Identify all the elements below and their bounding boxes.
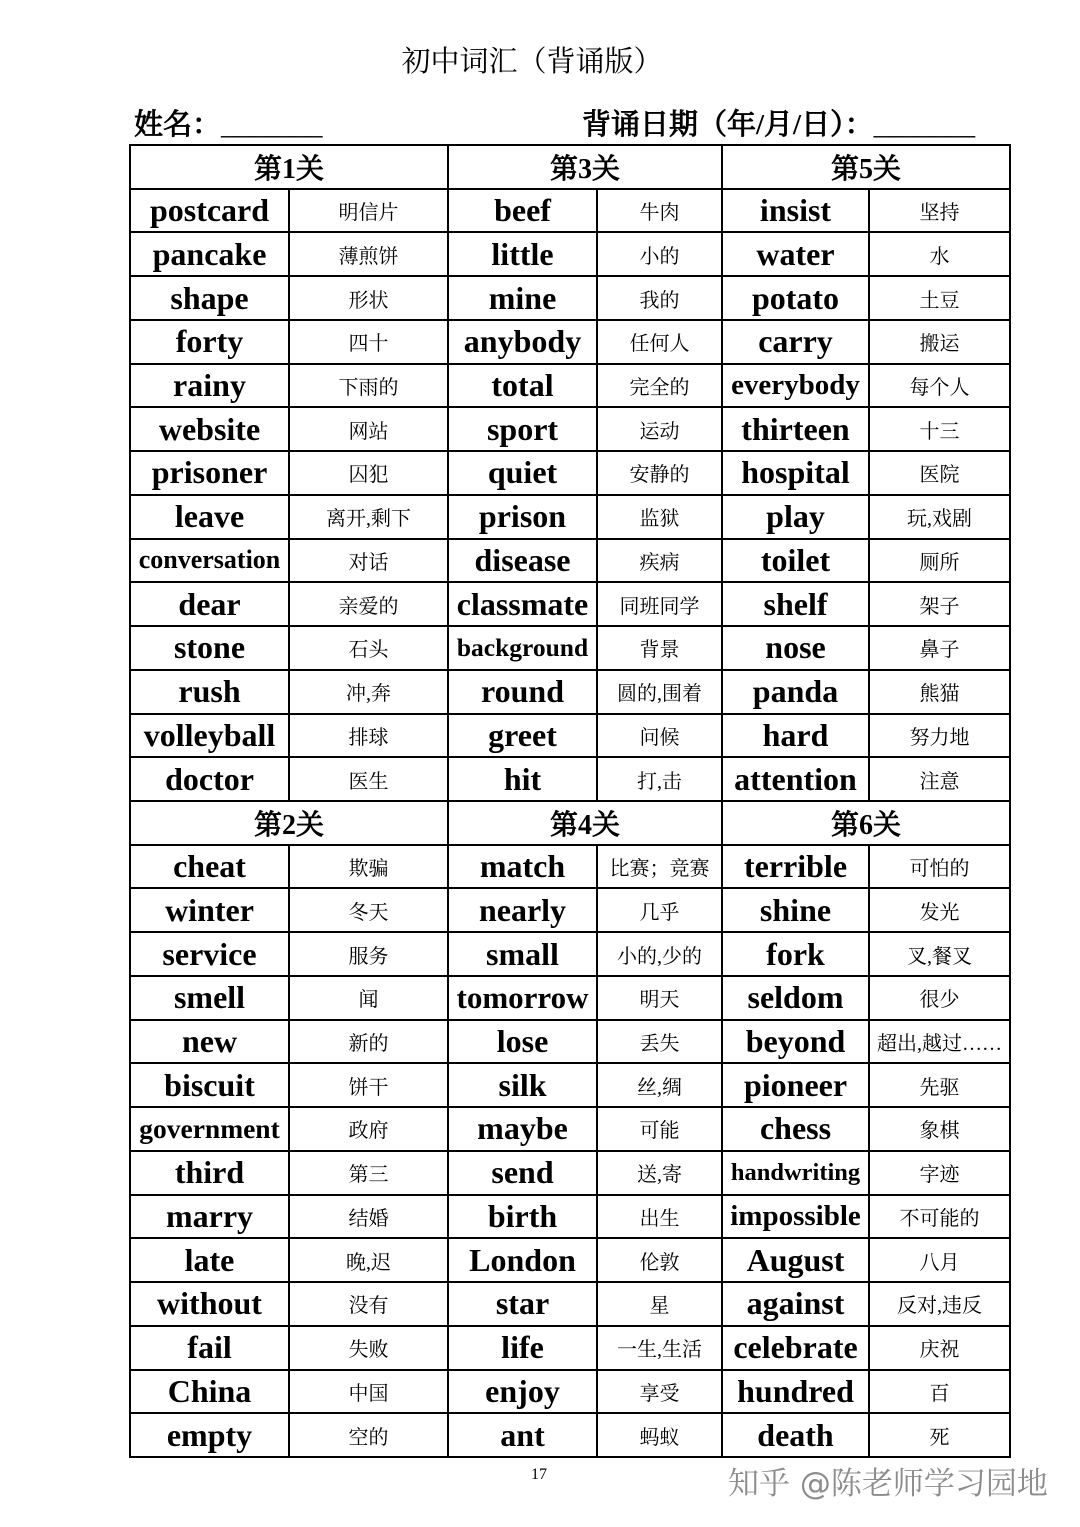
vocab-meaning: 形状 xyxy=(290,277,447,319)
vocab-meaning: 同班同学 xyxy=(598,583,721,625)
vocab-word: play xyxy=(723,496,868,538)
vocab-meaning: 几乎 xyxy=(598,889,721,931)
vocab-word: handwriting xyxy=(723,1152,868,1194)
vocab-meaning: 饼干 xyxy=(290,1064,447,1106)
vocab-meaning: 反对,违反 xyxy=(870,1283,1009,1325)
vocab-meaning: 每个人 xyxy=(870,365,1009,407)
vocab-meaning: 没有 xyxy=(290,1283,447,1325)
vocab-word: prisoner xyxy=(131,452,288,494)
vocab-word: empty xyxy=(131,1414,288,1456)
vocab-word: leave xyxy=(131,496,288,538)
vocab-word: celebrate xyxy=(723,1327,868,1369)
vocab-meaning: 背景 xyxy=(598,627,721,669)
vocab-word: new xyxy=(131,1021,288,1063)
vocab-meaning: 空的 xyxy=(290,1414,447,1456)
vocab-meaning: 监狱 xyxy=(598,496,721,538)
vocab-meaning: 闻 xyxy=(290,977,447,1019)
vocab-word: total xyxy=(449,365,596,407)
vocab-word: fork xyxy=(723,933,868,975)
name-field xyxy=(134,104,323,146)
vocab-meaning: 网站 xyxy=(290,408,447,450)
vocab-word: life xyxy=(449,1327,596,1369)
vocab-meaning: 比赛；竞赛 xyxy=(598,846,721,888)
vocab-meaning: 一生,生活 xyxy=(598,1327,721,1369)
vocab-word: round xyxy=(449,671,596,713)
vocab-word: hard xyxy=(723,715,868,757)
vocab-meaning: 对话 xyxy=(290,540,447,582)
vocab-word: beef xyxy=(449,190,596,232)
vocab-word: winter xyxy=(131,889,288,931)
vocab-meaning: 牛肉 xyxy=(598,190,721,232)
vocab-meaning: 可怕的 xyxy=(870,846,1009,888)
vocab-table xyxy=(129,144,1011,1458)
vocab-meaning: 离开,剩下 xyxy=(290,496,447,538)
vocab-meaning: 蚂蚁 xyxy=(598,1414,721,1456)
vocab-meaning: 八月 xyxy=(870,1239,1009,1281)
vocab-meaning: 星 xyxy=(598,1283,721,1325)
vocab-meaning: 小的 xyxy=(598,233,721,275)
vocab-meaning: 庆祝 xyxy=(870,1327,1009,1369)
page-number: 17 xyxy=(531,1466,547,1483)
page-title: 初中词汇（背诵版） xyxy=(401,46,663,78)
vocab-word: nearly xyxy=(449,889,596,931)
vocab-word: website xyxy=(131,408,288,450)
vocab-word: quiet xyxy=(449,452,596,494)
vocab-meaning: 出生 xyxy=(598,1196,721,1238)
vocab-word: death xyxy=(723,1414,868,1456)
vocab-meaning: 叉,餐叉 xyxy=(870,933,1009,975)
vocab-meaning: 亲爱的 xyxy=(290,583,447,625)
vocab-meaning: 伦敦 xyxy=(598,1239,721,1281)
vocab-word: smell xyxy=(131,977,288,1019)
vocab-meaning: 丢失 xyxy=(598,1021,721,1063)
vocab-word: cheat xyxy=(131,846,288,888)
vocab-word: shine xyxy=(723,889,868,931)
vocab-word: beyond xyxy=(723,1021,868,1063)
vocab-meaning: 医院 xyxy=(870,452,1009,494)
vocab-word: impossible xyxy=(723,1196,868,1238)
vocab-word: government xyxy=(131,1108,288,1150)
vocab-word: biscuit xyxy=(131,1064,288,1106)
level-header: 第6关 xyxy=(723,802,1009,844)
vocab-word: fail xyxy=(131,1327,288,1369)
vocab-meaning: 架子 xyxy=(870,583,1009,625)
name-blank: _______ xyxy=(221,109,323,141)
vocab-meaning: 可能 xyxy=(598,1108,721,1150)
vocab-word: tomorrow xyxy=(449,977,596,1019)
vocab-word: greet xyxy=(449,715,596,757)
vocab-meaning: 晚,迟 xyxy=(290,1239,447,1281)
date-blank: _______ xyxy=(873,109,976,141)
vocab-word: London xyxy=(449,1239,596,1281)
vocab-word: rush xyxy=(131,671,288,713)
vocab-word: match xyxy=(449,846,596,888)
vocab-word: attention xyxy=(723,758,868,800)
vocab-meaning: 服务 xyxy=(290,933,447,975)
level-header: 第1关 xyxy=(131,146,447,188)
vocab-word: conversation xyxy=(131,540,288,582)
watermark: 知乎 @陈老师学习园地 xyxy=(728,1466,1048,1502)
vocab-meaning: 四十 xyxy=(290,321,447,363)
vocab-meaning: 十三 xyxy=(870,408,1009,450)
vocab-word: potato xyxy=(723,277,868,319)
vocab-meaning: 字迹 xyxy=(870,1152,1009,1194)
vocab-word: August xyxy=(723,1239,868,1281)
vocab-meaning: 我的 xyxy=(598,277,721,319)
vocab-word: toilet xyxy=(723,540,868,582)
vocab-word: small xyxy=(449,933,596,975)
vocab-word: terrible xyxy=(723,846,868,888)
vocab-word: classmate xyxy=(449,583,596,625)
vocab-word: third xyxy=(131,1152,288,1194)
vocab-meaning: 完全的 xyxy=(598,365,721,407)
vocab-word: ant xyxy=(449,1414,596,1456)
vocab-meaning: 运动 xyxy=(598,408,721,450)
vocab-word: mine xyxy=(449,277,596,319)
vocab-word: volleyball xyxy=(131,715,288,757)
vocab-word: postcard xyxy=(131,190,288,232)
vocab-word: dear xyxy=(131,583,288,625)
vocab-meaning: 厕所 xyxy=(870,540,1009,582)
vocab-meaning: 石头 xyxy=(290,627,447,669)
vocab-meaning: 第三 xyxy=(290,1152,447,1194)
vocab-meaning: 发光 xyxy=(870,889,1009,931)
vocab-meaning: 结婚 xyxy=(290,1196,447,1238)
vocab-word: hospital xyxy=(723,452,868,494)
vocab-word: service xyxy=(131,933,288,975)
vocab-word: nose xyxy=(723,627,868,669)
vocab-meaning: 丝,绸 xyxy=(598,1064,721,1106)
vocab-word: doctor xyxy=(131,758,288,800)
level-header: 第3关 xyxy=(449,146,721,188)
date-field xyxy=(582,104,975,146)
vocab-meaning: 很少 xyxy=(870,977,1009,1019)
vocab-word: shelf xyxy=(723,583,868,625)
vocab-word: send xyxy=(449,1152,596,1194)
vocab-word: thirteen xyxy=(723,408,868,450)
vocab-meaning: 水 xyxy=(870,233,1009,275)
level-header: 第5关 xyxy=(723,146,1009,188)
level-header: 第4关 xyxy=(449,802,721,844)
vocab-meaning: 明信片 xyxy=(290,190,447,232)
vocab-word: lose xyxy=(449,1021,596,1063)
vocab-word: against xyxy=(723,1283,868,1325)
vocab-meaning: 排球 xyxy=(290,715,447,757)
vocab-meaning: 超出,越过…… xyxy=(870,1021,1009,1063)
vocab-meaning: 百 xyxy=(870,1371,1009,1413)
vocab-meaning: 死 xyxy=(870,1414,1009,1456)
vocab-meaning: 注意 xyxy=(870,758,1009,800)
vocab-word: star xyxy=(449,1283,596,1325)
date-label: 背诵日期（年/月/日）： xyxy=(582,109,874,141)
vocab-word: panda xyxy=(723,671,868,713)
vocab-word: stone xyxy=(131,627,288,669)
vocab-word: silk xyxy=(449,1064,596,1106)
vocab-word: everybody xyxy=(723,365,868,407)
vocab-word: rainy xyxy=(131,365,288,407)
vocab-word: carry xyxy=(723,321,868,363)
vocab-word: prison xyxy=(449,496,596,538)
vocab-meaning: 医生 xyxy=(290,758,447,800)
vocab-word: China xyxy=(131,1371,288,1413)
level-header: 第2关 xyxy=(131,802,447,844)
vocab-meaning: 政府 xyxy=(290,1108,447,1150)
vocab-meaning: 努力地 xyxy=(870,715,1009,757)
vocab-word: background xyxy=(449,627,596,669)
vocab-meaning: 中国 xyxy=(290,1371,447,1413)
vocab-meaning: 薄煎饼 xyxy=(290,233,447,275)
vocab-word: water xyxy=(723,233,868,275)
vocab-meaning: 欺骗 xyxy=(290,846,447,888)
vocab-meaning: 明天 xyxy=(598,977,721,1019)
vocab-word: enjoy xyxy=(449,1371,596,1413)
vocab-meaning: 冬天 xyxy=(290,889,447,931)
vocab-meaning: 下雨的 xyxy=(290,365,447,407)
vocab-word: marry xyxy=(131,1196,288,1238)
vocab-meaning: 任何人 xyxy=(598,321,721,363)
vocab-word: hundred xyxy=(723,1371,868,1413)
vocab-meaning: 坚持 xyxy=(870,190,1009,232)
vocab-meaning: 玩,戏剧 xyxy=(870,496,1009,538)
vocab-meaning: 小的,少的 xyxy=(598,933,721,975)
vocab-word: without xyxy=(131,1283,288,1325)
vocab-word: maybe xyxy=(449,1108,596,1150)
vocab-meaning: 不可能的 xyxy=(870,1196,1009,1238)
vocab-meaning: 土豆 xyxy=(870,277,1009,319)
vocab-word: hit xyxy=(449,758,596,800)
vocab-word: shape xyxy=(131,277,288,319)
vocab-meaning: 囚犯 xyxy=(290,452,447,494)
vocab-meaning: 打,击 xyxy=(598,758,721,800)
vocab-word: disease xyxy=(449,540,596,582)
vocab-word: pancake xyxy=(131,233,288,275)
vocab-meaning: 安静的 xyxy=(598,452,721,494)
vocab-word: birth xyxy=(449,1196,596,1238)
vocab-word: anybody xyxy=(449,321,596,363)
vocab-meaning: 失败 xyxy=(290,1327,447,1369)
vocab-meaning: 象棋 xyxy=(870,1108,1009,1150)
vocab-meaning: 问候 xyxy=(598,715,721,757)
vocab-meaning: 先驱 xyxy=(870,1064,1009,1106)
vocab-word: insist xyxy=(723,190,868,232)
vocab-word: pioneer xyxy=(723,1064,868,1106)
vocab-word: little xyxy=(449,233,596,275)
vocab-meaning: 熊猫 xyxy=(870,671,1009,713)
vocab-meaning: 圆的,围着 xyxy=(598,671,721,713)
vocab-meaning: 送,寄 xyxy=(598,1152,721,1194)
vocab-word: late xyxy=(131,1239,288,1281)
name-label: 姓名： xyxy=(134,109,222,141)
vocab-word: seldom xyxy=(723,977,868,1019)
vocab-meaning: 新的 xyxy=(290,1021,447,1063)
vocab-meaning: 疾病 xyxy=(598,540,721,582)
vocab-meaning: 搬运 xyxy=(870,321,1009,363)
vocab-meaning: 鼻子 xyxy=(870,627,1009,669)
vocab-word: forty xyxy=(131,321,288,363)
vocab-word: chess xyxy=(723,1108,868,1150)
vocab-meaning: 享受 xyxy=(598,1371,721,1413)
vocab-word: sport xyxy=(449,408,596,450)
vocab-meaning: 冲,奔 xyxy=(290,671,447,713)
